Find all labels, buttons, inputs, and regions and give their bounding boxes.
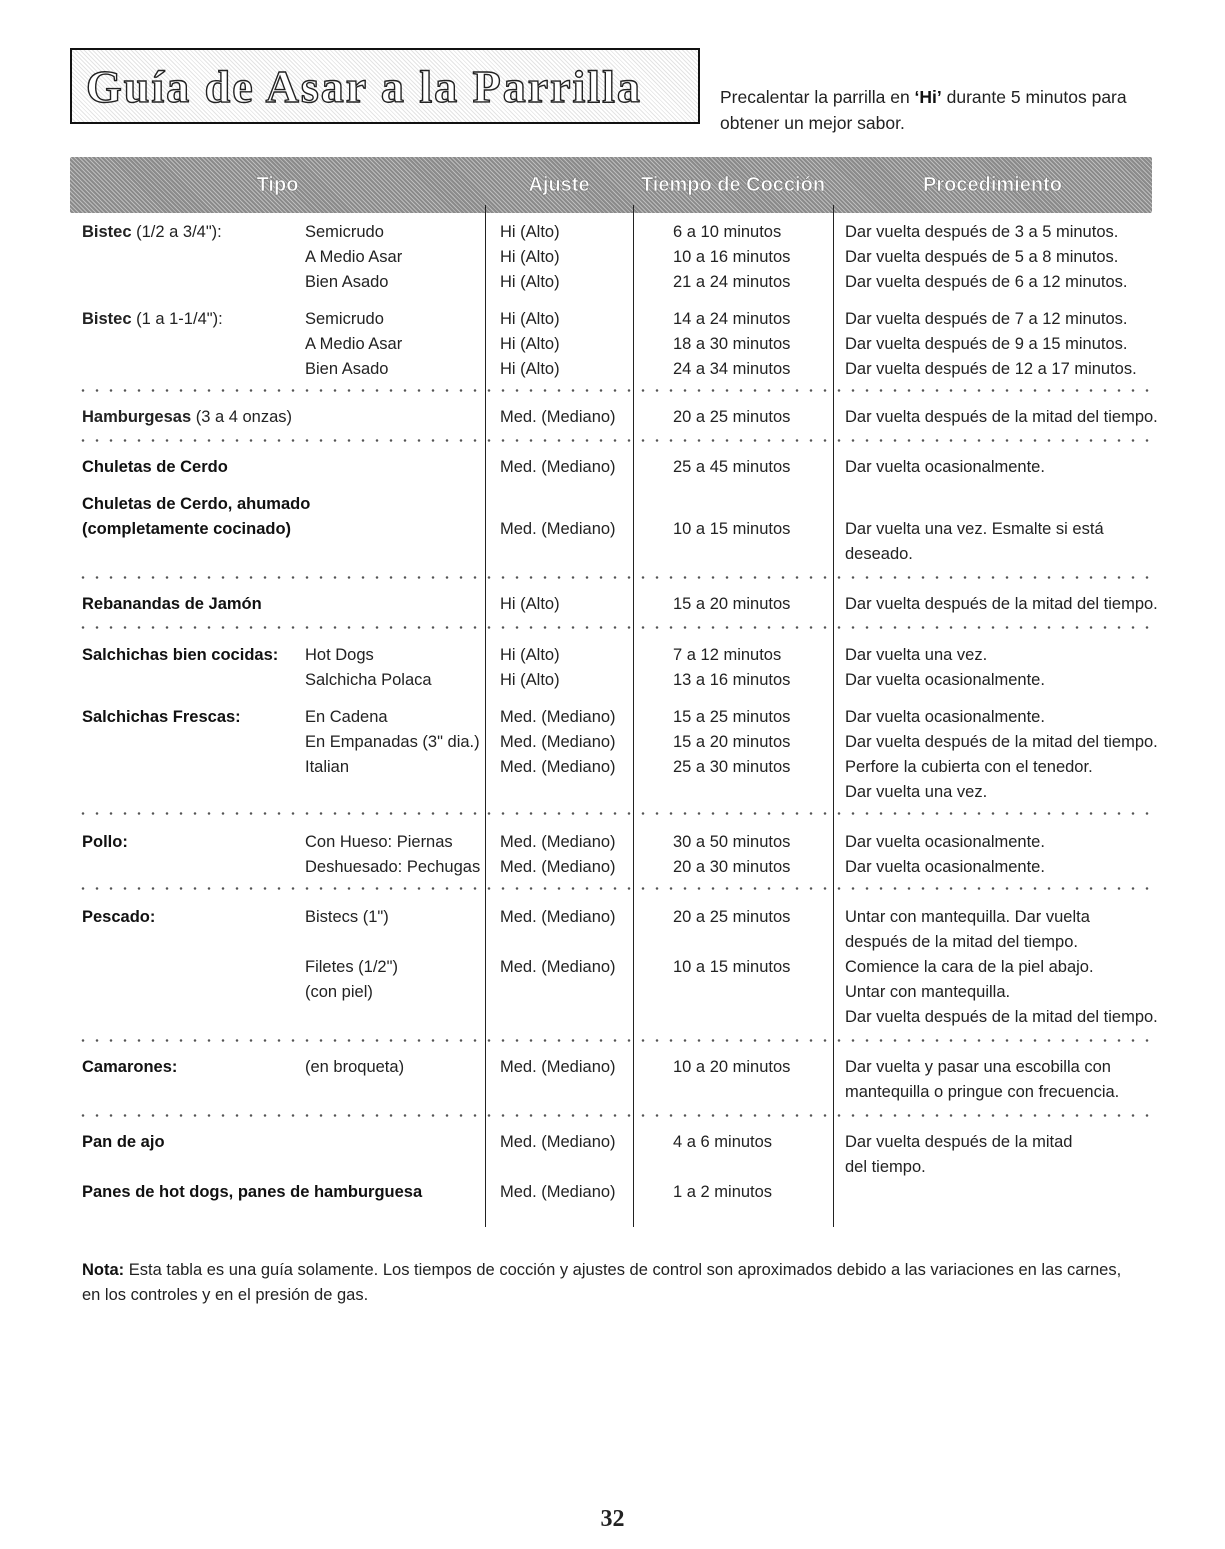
- cell-label: (completamente cocinado): [82, 520, 292, 538]
- cell-procedure: Comience la cara de la piel abajo.: [845, 958, 1094, 976]
- cell-label-group: [82, 307, 223, 332]
- cell-label-suffix: (1/2 a 3/4"):: [131, 223, 222, 241]
- row-separator: [76, 1039, 1152, 1042]
- cell-setting: Med. (Mediano): [500, 408, 616, 426]
- column-divider: [633, 205, 634, 1227]
- cell-setting: Med. (Mediano): [500, 708, 616, 726]
- cell-time: 24 a 34 minutos: [673, 360, 791, 378]
- cell-time: 20 a 30 minutos: [673, 858, 791, 876]
- row-separator: [76, 439, 1152, 442]
- cell-setting: Hi (Alto): [500, 360, 560, 378]
- cell-procedure: Dar vuelta después de la mitad del tiempo.: [845, 1008, 1158, 1026]
- cell-label: Pollo:: [82, 833, 128, 851]
- cell-label-group: [82, 220, 222, 245]
- cell-setting: Hi (Alto): [500, 335, 560, 353]
- cell-procedure: Dar vuelta ocasionalmente.: [845, 833, 1045, 851]
- cell-time: 15 a 25 minutos: [673, 708, 791, 726]
- cell-time: 15 a 20 minutos: [673, 733, 791, 751]
- cell-type: Bien Asado: [305, 360, 389, 378]
- table-header: [70, 157, 1152, 213]
- cell-procedure: Dar vuelta después de 3 a 5 minutos.: [845, 223, 1119, 241]
- cell-type: En Empanadas (3" dia.): [305, 733, 480, 751]
- intro-part1: Precalentar la parrilla en: [720, 87, 915, 107]
- row-separator: [76, 812, 1152, 815]
- cell-procedure: Untar con mantequilla.: [845, 983, 1011, 1001]
- intro-bold: ‘Hi’: [914, 87, 942, 107]
- cell-label-suffix: (1 a 1-1/4"):: [131, 310, 223, 328]
- row-separator: [76, 389, 1152, 392]
- cell-type: Salchicha Polaca: [305, 671, 432, 689]
- cell-type: A Medio Asar: [305, 248, 403, 266]
- cell-setting: Med. (Mediano): [500, 1058, 616, 1076]
- cell-time: 14 a 24 minutos: [673, 310, 791, 328]
- cell-procedure: mantequilla o pringue con frecuencia.: [845, 1083, 1120, 1101]
- cell-type: Italian: [305, 758, 350, 776]
- cell-time: 25 a 30 minutos: [673, 758, 791, 776]
- cell-procedure: Dar vuelta después de la mitad: [845, 1133, 1073, 1151]
- cell-procedure: deseado.: [845, 545, 913, 563]
- cell-time: 30 a 50 minutos: [673, 833, 791, 851]
- cell-label: Chuletas de Cerdo: [82, 458, 228, 476]
- cell-setting: Med. (Mediano): [500, 520, 616, 538]
- cell-time: 1 a 2 minutos: [673, 1183, 773, 1201]
- cell-setting: Hi (Alto): [500, 248, 560, 266]
- cell-type: Con Hueso: Piernas: [305, 833, 453, 851]
- cell-time: 15 a 20 minutos: [673, 595, 791, 613]
- cell-procedure: Dar vuelta ocasionalmente.: [845, 708, 1045, 726]
- cell-setting: Med. (Mediano): [500, 833, 616, 851]
- row-separator: [76, 887, 1152, 890]
- cell-type: Bistecs (1"): [305, 908, 389, 926]
- cell-time: 10 a 15 minutos: [673, 958, 791, 976]
- cell-procedure: Dar vuelta después de 12 a 17 minutos.: [845, 360, 1137, 378]
- cell-time: 21 a 24 minutos: [673, 273, 791, 291]
- column-divider: [833, 205, 834, 1227]
- cell-procedure: después de la mitad del tiempo.: [845, 933, 1078, 951]
- cell-type: En Cadena: [305, 708, 388, 726]
- header-procedimiento: Procedimiento: [923, 174, 1062, 196]
- cell-procedure: Dar vuelta ocasionalmente.: [845, 458, 1045, 476]
- cell-setting: Hi (Alto): [500, 310, 560, 328]
- note-label: Nota:: [82, 1261, 125, 1279]
- cell-time: 13 a 16 minutos: [673, 671, 791, 689]
- cell-procedure: Dar vuelta después de la mitad del tiempo.: [845, 733, 1158, 751]
- cell-setting: Hi (Alto): [500, 595, 560, 613]
- cell-type: A Medio Asar: [305, 335, 403, 353]
- cell-procedure: Dar vuelta una vez.: [845, 783, 988, 801]
- header-ajuste: Ajuste: [528, 174, 590, 196]
- cell-procedure: Dar vuelta después de la mitad del tiempo.: [845, 595, 1158, 613]
- cell-type: (con piel): [305, 983, 373, 1001]
- cell-label: Bistec: [82, 223, 132, 241]
- row-separator: [76, 576, 1152, 579]
- cell-label-group: [82, 405, 292, 430]
- row-separator: [76, 626, 1152, 629]
- cell-time: 20 a 25 minutos: [673, 908, 791, 926]
- column-divider: [485, 205, 486, 1227]
- cell-setting: Med. (Mediano): [500, 1133, 616, 1151]
- cell-setting: Med. (Mediano): [500, 758, 616, 776]
- cell-time: 18 a 30 minutos: [673, 335, 791, 353]
- header-tipo: Tipo: [256, 174, 299, 196]
- note: [82, 1258, 1142, 1308]
- cell-procedure: Dar vuelta después de 9 a 15 minutos.: [845, 335, 1128, 353]
- note-text: Esta tabla es una guía solamente. Los tiempos de cocción y ajustes de control son aproximados debido a las variaciones en las carnes, en los controles y en el presión de gas.: [82, 1261, 1122, 1304]
- intro-text: [720, 84, 1160, 136]
- cell-label: Camarones:: [82, 1058, 178, 1076]
- cell-label: Pan de ajo: [82, 1133, 165, 1151]
- cell-label: Salchichas Frescas:: [82, 708, 241, 726]
- cell-time: 7 a 12 minutos: [673, 646, 782, 664]
- page-title: Guía de Asar a la Parrilla: [86, 61, 642, 112]
- cell-label: Chuletas de Cerdo, ahumado: [82, 495, 311, 513]
- cell-label: Pescado:: [82, 908, 156, 926]
- cell-setting: Med. (Mediano): [500, 458, 616, 476]
- row-separator: [76, 1114, 1152, 1117]
- cell-setting: Med. (Mediano): [500, 908, 616, 926]
- cell-type: Filetes (1/2"): [305, 958, 398, 976]
- cell-label: Rebanandas de Jamón: [82, 595, 262, 613]
- cell-procedure: Dar vuelta después de 5 a 8 minutos.: [845, 248, 1119, 266]
- cell-setting: Med. (Mediano): [500, 958, 616, 976]
- cell-setting: Hi (Alto): [500, 223, 560, 241]
- cell-time: 6 a 10 minutos: [673, 223, 782, 241]
- cell-setting: Med. (Mediano): [500, 858, 616, 876]
- cell-type: Hot Dogs: [305, 646, 374, 664]
- cell-setting: Hi (Alto): [500, 273, 560, 291]
- cell-type: Semicrudo: [305, 310, 384, 328]
- cell-setting: Hi (Alto): [500, 671, 560, 689]
- cell-type: Deshuesado: Pechugas: [305, 858, 481, 876]
- cell-label: Panes de hot dogs, panes de hamburguesa: [82, 1183, 423, 1201]
- title-banner: [70, 48, 700, 124]
- cell-procedure: Dar vuelta una vez. Esmalte si está: [845, 520, 1104, 538]
- cell-setting: Med. (Mediano): [500, 1183, 616, 1201]
- page-number: 32: [600, 1506, 625, 1532]
- cell-label: Hamburgesas: [82, 408, 192, 426]
- cell-type: Bien Asado: [305, 273, 389, 291]
- cell-setting: Hi (Alto): [500, 646, 560, 664]
- cell-procedure: Dar vuelta después de 7 a 12 minutos.: [845, 310, 1128, 328]
- cell-type: Semicrudo: [305, 223, 384, 241]
- cell-procedure: Perfore la cubierta con el tenedor.: [845, 758, 1093, 776]
- header-tiempo: Tiempo de Cocción: [640, 174, 826, 196]
- cell-procedure: Dar vuelta ocasionalmente.: [845, 858, 1045, 876]
- cell-procedure: Dar vuelta y pasar una escobilla con: [845, 1058, 1111, 1076]
- cell-label: Bistec: [82, 310, 132, 328]
- cell-procedure: Dar vuelta ocasionalmente.: [845, 671, 1045, 689]
- intro-part2: durante 5 minutos para obtener un mejor sabor.: [720, 87, 1127, 133]
- cell-time: 10 a 15 minutos: [673, 520, 791, 538]
- cell-setting: Med. (Mediano): [500, 733, 616, 751]
- cell-time: 25 a 45 minutos: [673, 458, 791, 476]
- cell-procedure: Dar vuelta después de 6 a 12 minutos.: [845, 273, 1128, 291]
- cell-procedure: Dar vuelta después de la mitad del tiempo.: [845, 408, 1158, 426]
- cell-label: Salchichas bien cocidas:: [82, 646, 279, 664]
- cell-time: 10 a 16 minutos: [673, 248, 791, 266]
- cell-time: 10 a 20 minutos: [673, 1058, 791, 1076]
- cell-label-suffix: (3 a 4 onzas): [191, 408, 293, 426]
- cell-time: 20 a 25 minutos: [673, 408, 791, 426]
- cell-procedure: Untar con mantequilla. Dar vuelta: [845, 908, 1090, 926]
- cell-procedure: del tiempo.: [845, 1158, 926, 1176]
- cell-procedure: Dar vuelta una vez.: [845, 646, 988, 664]
- cell-type: (en broqueta): [305, 1058, 405, 1076]
- cell-time: 4 a 6 minutos: [673, 1133, 773, 1151]
